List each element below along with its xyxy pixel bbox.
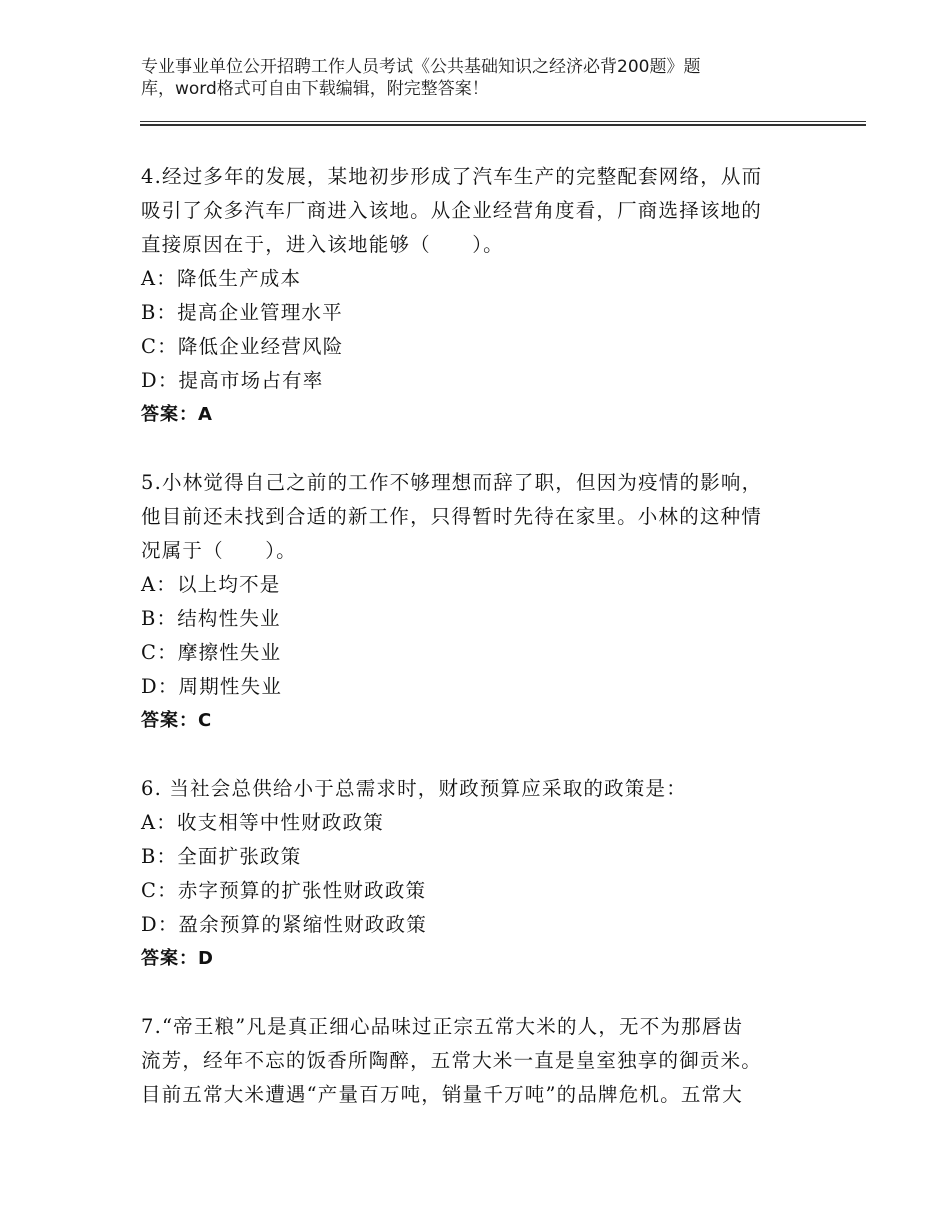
question-spacer [141,432,801,466]
option-a: A：以上均不是 [141,573,281,596]
header-line-1: 专业事业单位公开招聘工作人员考试《公共基础知识之经济必背200题》题 [141,57,701,77]
stem-line: 5.小林觉得自己之前的工作不够理想而辞了职，但因为疫情的影响， [141,471,763,494]
answer-label: 答案：A [141,404,213,425]
document-header [141,56,781,100]
option-d: D：周期性失业 [141,675,283,698]
question-6 [141,772,801,976]
option-a: A：降低生产成本 [141,267,302,290]
header-divider-thick [140,124,866,126]
stem-line: 吸引了众多汽车厂商进入该地。从企业经营角度看，厂商选择该地的 [141,199,763,222]
option-d: D：提高市场占有率 [141,369,324,392]
stem-line: 他目前还未找到合适的新工作，只得暂时先待在家里。小林的这种情 [141,505,763,528]
stem-line: 目前五常大米遭遇“产量百万吨，销量千万吨”的品牌危机。五常大 [141,1083,743,1106]
option-a: A：收支相等中性财政政策 [141,811,384,834]
answer-label: 答案：C [141,710,213,731]
stem-line: 直接原因在于，进入该地能够（ ）。 [141,233,504,256]
question-stem [141,466,801,568]
question-5 [141,466,801,738]
question-stem [141,772,801,806]
stem-line: 7.“帝王粮”凡是真正细心品味过正宗五常大米的人，无不为那唇齿 [141,1015,744,1038]
option-b: B：全面扩张政策 [141,845,302,868]
header-divider-thin [140,121,866,122]
answer-label: 答案：D [141,948,214,969]
option-b: B：提高企业管理水平 [141,301,343,324]
question-stem [141,160,801,262]
question-stem [141,1010,801,1112]
stem-line: 流芳，经年不忘的饭香所陶醉，五常大米一直是皇室独享的御贡米。 [141,1049,763,1072]
option-c: C：摩擦性失业 [141,641,282,664]
question-spacer [141,976,801,1010]
stem-line: 4.经过多年的发展，某地初步形成了汽车生产的完整配套网络，从而 [141,165,763,188]
stem-line: 况属于（ ）。 [141,539,297,562]
option-b: B：结构性失业 [141,607,281,630]
question-7 [141,1010,801,1112]
option-c: C：赤字预算的扩张性财政政策 [141,879,427,902]
question-4 [141,160,801,432]
option-c: C：降低企业经营风险 [141,335,344,358]
question-list [141,160,801,1112]
question-spacer [141,738,801,772]
header-line-2: 库，word格式可自由下载编辑，附完整答案！ [141,79,489,99]
option-d: D：盈余预算的紧缩性财政政策 [141,913,427,936]
stem-line: 6. 当社会总供给小于总需求时，财政预算应采取的政策是： [141,777,687,800]
